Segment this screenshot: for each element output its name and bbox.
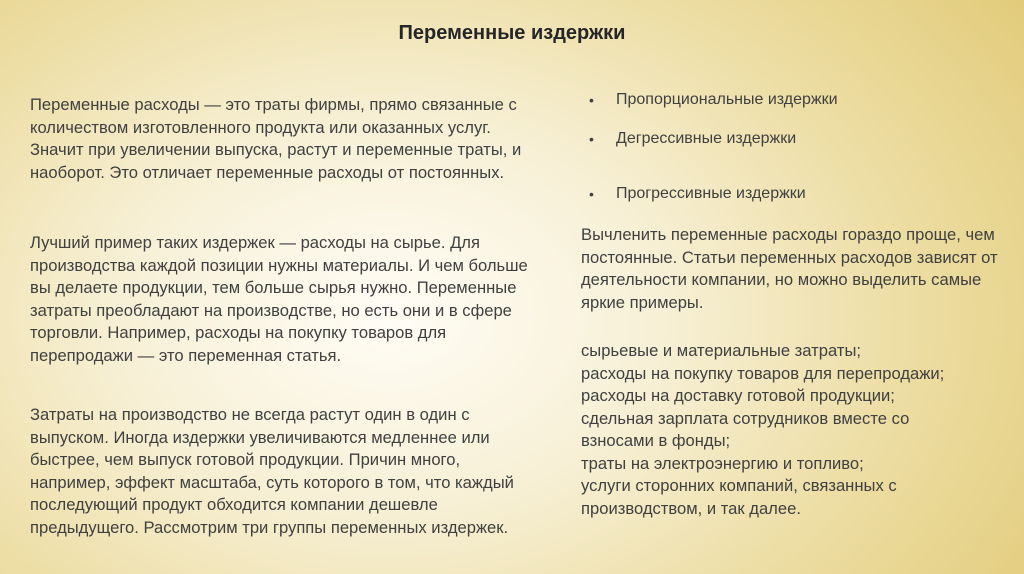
right-paragraph xyxy=(581,224,1011,314)
bullet-dot-icon: • xyxy=(589,92,594,108)
example-line: производством, и так далее. xyxy=(581,498,801,518)
bullet-label: Прогрессивные издержки xyxy=(616,185,806,202)
bullet-dot-icon: • xyxy=(589,186,594,202)
bullet-label: Дегрессивные издержки xyxy=(616,130,797,147)
examples-list xyxy=(581,340,1011,520)
slide-title: Переменные издержки xyxy=(398,22,626,44)
example-line: расходы на доставку готовой продукции; xyxy=(581,386,895,405)
left-paragraph-2: Лучший пример таких издержек — расходы на сырье. Для производства каждой позиции нужны материалы. И чем больше вы делаете продукции, тем больше сырья нужно. Переменные затраты преобладают на производстве, но есть они и в сфере торговли. Например, расходы на покупку товаров для перепродажи — это переменная статья. xyxy=(30,233,528,365)
bullet-dot-icon: • xyxy=(589,131,594,147)
example-line: взносами в фонды; xyxy=(581,431,731,450)
example-line: траты на электроэнергию и топливо; xyxy=(581,453,864,473)
right-paragraph-text: Вычленить переменные расходы гораздо проще, чем постоянные. Статьи переменных расходов зависят от деятельности компании, но можно выделить самые яркие примеры. xyxy=(581,225,998,312)
bullet-item xyxy=(589,185,806,203)
bullet-label: Пропорциональные издержки xyxy=(616,91,838,108)
bullet-item xyxy=(589,91,838,109)
left-paragraph-3: Затраты на производство не всегда растут один в один с выпуском. Иногда издержки увеличиваются медленнее или быстрее, чем выпуск готовой продукции. Причин много, например, эффект масштаба, суть которого в том, что каждый последующий продукт обходится компании дешевле предыдущего. Рассмотрим три группы переменных издержек. xyxy=(30,405,514,537)
example-line: расходы на покупку товаров для перепродажи; xyxy=(581,363,945,383)
example-line: сдельная зарплата сотрудников вместе со xyxy=(581,408,910,428)
bullet-item xyxy=(589,130,796,148)
example-line: сырьевые и материальные затраты; xyxy=(581,341,861,360)
left-paragraph-1: Переменные расходы — это траты фирмы, прямо связанные с количеством изготовленного продукта или оказанных услуг. Значит при увеличении выпуска, растут и переменные траты, и наоборот. Это отличает переменные расходы от постоянных. xyxy=(30,95,522,182)
example-line: услуги сторонних компаний, связанных с xyxy=(581,476,897,495)
